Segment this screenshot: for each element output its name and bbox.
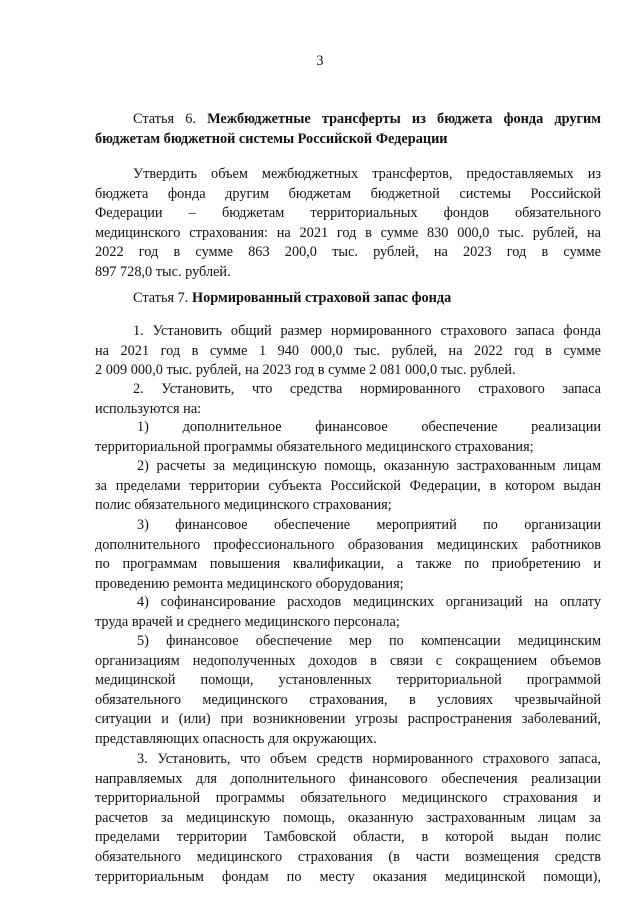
- item-3-line: территориальным фондам по месту оказания медицинской помощи),: [95, 868, 601, 885]
- item-2-line: 2. Установить, что средства нормированного страхового запаса: [133, 381, 601, 397]
- article-7-title: Нормированный страховой запас фонда: [191, 290, 452, 306]
- article-6-title-part-2: бюджетам бюджетной системы Российской Федерации: [95, 130, 448, 147]
- subitem-5-line: медицинской помощи, установленных территориальной программой: [95, 672, 601, 689]
- item-3-line: расчетов за медицинскую помощь, оказанную застрахованным лицам за: [95, 809, 601, 826]
- article-6-body-line: 2022 год в сумме 863 200,0 тыс. рублей, на 2023 год в сумме: [95, 244, 601, 261]
- subitem-1-line: 1) дополнительное финансовое обеспечение реализации: [137, 419, 601, 435]
- subitem-2-line: полис обязательного медицинского страхования;: [95, 497, 392, 514]
- item-1-line: 2 009 000,0 тыс. рублей, на 2023 год в сумме 2 081 000,0 тыс. рублей.: [95, 362, 516, 379]
- article-7-item-3: [95, 750, 601, 887]
- item-2-line: используются на:: [95, 400, 202, 417]
- article-7-item-2: [95, 380, 601, 419]
- article-6-label: Статья 6.: [133, 111, 196, 127]
- item-3-line: пределами территории Тамбовской области, в которой выдан полис: [95, 829, 601, 846]
- subitem-5-line: представляющих опасность для окружающих.: [95, 730, 377, 747]
- subitem-5-line: ситуации и (или) при возникновении угрозы распространения заболеваний,: [95, 711, 601, 728]
- subitem-3-line: 3) финансовое обеспечение мероприятий по организации: [137, 517, 601, 533]
- article-7-subitem-4: [95, 593, 601, 632]
- subitem-3-line: по программам повышения квалификации, а также по приобретению и: [95, 556, 601, 573]
- subitem-3-line: дополнительного профессионального образования медицинских работников: [95, 536, 601, 553]
- article-6-heading-line-1: [95, 110, 601, 130]
- article-6-body-line: бюджета фонда другим бюджетам бюджетной системы Российской: [95, 185, 601, 202]
- subitem-5-line: обязательного медицинского страхования, в условиях чрезвычайной: [95, 691, 601, 708]
- article-6-heading-line-2: [95, 130, 601, 150]
- article-7-subitem-1: [95, 418, 601, 457]
- subitem-3-line: проведению ремонта медицинского оборудования;: [95, 575, 404, 592]
- article-7-label: Статья 7.: [133, 290, 189, 306]
- article-7-heading-line: [95, 289, 601, 309]
- article-7-subitem-5: [95, 632, 601, 750]
- article-6-body-line: медицинского страхования: на 2021 год в сумме 830 000,0 тыс. рублей, на: [95, 224, 601, 241]
- article-7-item-1: [95, 322, 601, 381]
- item-1-line: 1. Установить общий размер нормированного страхового запаса фонда: [133, 323, 601, 339]
- subitem-4-line: 4) софинансирование расходов медицинских организаций на оплату: [137, 594, 601, 610]
- article-6-body-line: Утвердить объем межбюджетных трансфертов, предоставляемых из: [133, 166, 601, 182]
- item-3-line: направляемых для дополнительного финансового обеспечения реализации: [95, 770, 601, 787]
- item-3-line: обязательного медицинского страхования (в части возмещения средств: [95, 848, 601, 865]
- subitem-5-line: 5) финансовое обеспечение мер по компенсации медицинским: [137, 633, 601, 649]
- article-6-title-part-1: Межбюджетные трансферты из бюджета фонда другим: [207, 111, 601, 127]
- subitem-5-line: организациям недополученных доходов в связи с сокращением объемов: [95, 652, 601, 669]
- article-7-heading: [95, 289, 601, 309]
- page-number: 3: [316, 53, 324, 69]
- subitem-1-line: территориальной программы обязательного медицинского страхования;: [95, 438, 534, 455]
- article-7-subitem-3: [95, 516, 601, 594]
- item-3-line: территориальной программы обязательного медицинского страхования и: [95, 790, 601, 807]
- item-1-line: на 2021 год в сумме 1 940 000,0 тыс. рублей, на 2022 год в сумме: [95, 342, 601, 359]
- article-7-subitem-2: [95, 457, 601, 516]
- subitem-2-line: за пределами территории субъекта Российской Федерации, в котором выдан: [95, 477, 601, 494]
- article-6-body-line: Федерации – бюджетам территориальных фондов обязательного: [95, 205, 601, 222]
- subitem-4-line: труда врачей и среднего медицинского персонала;: [95, 613, 400, 630]
- item-3-line: 3. Установить, что объем средств нормированного страхового запаса,: [137, 751, 601, 767]
- article-6-heading: [95, 110, 601, 149]
- article-6-body: [95, 165, 601, 283]
- subitem-2-line: 2) расчеты за медицинскую помощь, оказанную застрахованным лицам: [137, 458, 601, 474]
- article-6-body-line: 897 728,0 тыс. рублей.: [95, 263, 231, 280]
